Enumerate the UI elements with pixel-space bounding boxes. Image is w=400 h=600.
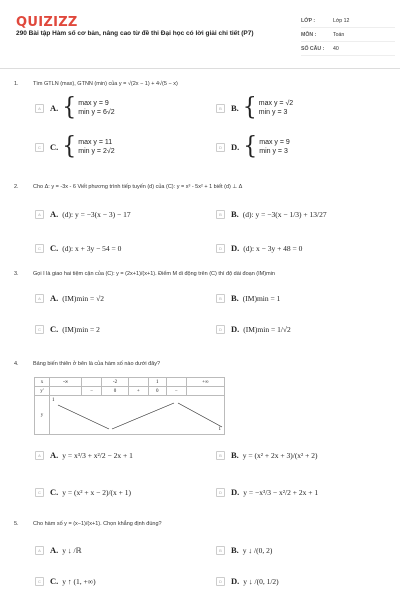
option-a[interactable]: A A. { max y = 9 min y = 6√2 — [35, 97, 115, 119]
table-row-yprime: y' − 0 + 0 − — [35, 387, 225, 396]
page-title: 290 Bài tập Hàm số cơ bản, nâng cao từ đề thi Đại học có lời giải chi tiết (P7) — [16, 30, 254, 37]
option-b[interactable]: B B. (d): y = −3(x − 1/3) + 13/27 — [216, 209, 327, 219]
option-d[interactable]: D D. (IM)min = 1/√2 — [216, 324, 291, 334]
option-b[interactable]: B B. (IM)min = 1 — [216, 293, 280, 303]
option-c[interactable]: C C. y = (x² + x − 2)/(x + 1) — [35, 487, 131, 497]
option-d[interactable]: D D. { max y = 9 min y = 3 — [216, 136, 290, 158]
table-row-y: y 1 1 — [35, 396, 225, 435]
document-header — [0, 0, 400, 69]
question-text: Gọi I là giao hai tiệm cận của (C): y = (2x+1)/(x+1). Điểm M di động trên (C) thì độ dài đoạn (IM)min — [33, 271, 275, 277]
quizizz-logo: QUIZIZZ — [16, 15, 78, 30]
meta-table — [301, 14, 395, 56]
option-c[interactable]: C C. { max y = 11 min y = 2√2 — [35, 136, 115, 158]
option-d[interactable]: D D. (d): x − 3y + 48 = 0 — [216, 243, 302, 253]
option-b[interactable]: B B. y = (x² + 2x + 3)/(x² + 2) — [216, 450, 318, 460]
question-text: Cho hàm số y = (x−1)/(x+1). Chọn khẳng định đúng? — [33, 521, 162, 527]
question-text: Tìm GTLN (max), GTNN (min) của y = √(2x − 1) + 4√(5 − x) — [33, 81, 178, 87]
question-text: Bảng biến thiên ở bên là của hàm số nào dưới đây? — [33, 361, 161, 367]
option-c[interactable]: C C. (IM)min = 2 — [35, 324, 100, 334]
option-b[interactable]: B B. y ↓ /(0, 2) — [216, 545, 272, 555]
option-d[interactable]: D D. y = −x³/3 − x²/2 + 2x + 1 — [216, 487, 318, 497]
option-a[interactable]: A A. y = x³/3 + x²/2 − 2x + 1 — [35, 450, 133, 460]
option-a[interactable]: A A. (IM)min = √2 — [35, 293, 104, 303]
question-text: Cho Δ: y = -3x - 6 Viết phương trình tiếp tuyến (d) của (C): y = x³ - 5x² + 1 biết (d) ⊥ Δ — [33, 184, 243, 190]
option-a[interactable]: A A. (d): y = −3(x − 3) − 17 — [35, 209, 131, 219]
variation-arrows — [54, 397, 224, 433]
option-b[interactable]: B B. { max y = √2 min y = 3 — [216, 97, 293, 119]
option-c[interactable]: C C. (d): x + 3y − 54 = 0 — [35, 243, 121, 253]
meta-row-subject: MÔN : Toán — [301, 28, 395, 42]
option-a[interactable]: A A. y ↓ /ℝ — [35, 545, 82, 555]
table-row-x: x -∞ -2 1 +∞ — [35, 378, 225, 387]
option-c[interactable]: C C. y ↑ (1, +∞) — [35, 576, 96, 586]
meta-row-count: SỐ CÂU : 40 — [301, 42, 395, 56]
meta-row-grade: LỚP : Lớp 12 — [301, 14, 395, 28]
variation-table — [34, 377, 225, 435]
option-d[interactable]: D D. y ↓ /(0, 1/2) — [216, 576, 279, 586]
